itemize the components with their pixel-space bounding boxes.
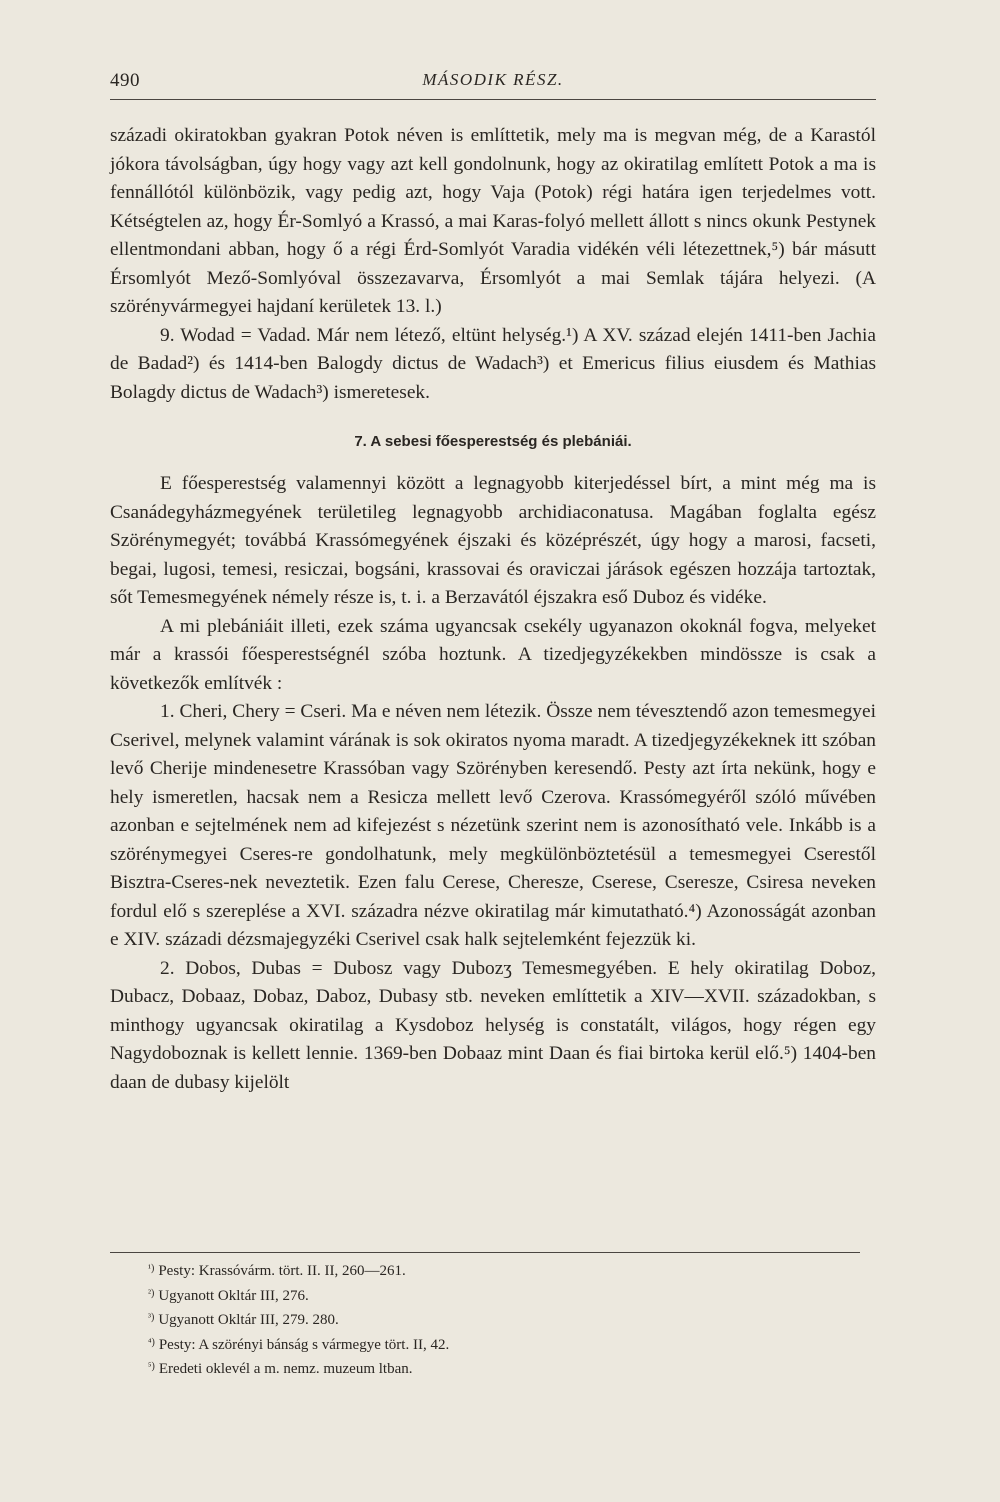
paragraph-intro: E főesperestség valamennyi között a legnagyobb kiterjedéssel bírt, a mint még ma is Csanádegyházmegyének területileg legnagyobb archidiaconatusa. Magában foglalta egész Szörénymegyét; továbbá Krassómegyének éjszaki és középrészét, úgy hogy a marosi, facseti, begai, lugosi, temesi, resiczai, bogsáni, krassovai és oraviczai járások egészen hozzája tartoztak, sőt Temesmegyének némely része is, t. i. a Berzavától éjszakra eső Duboz és vidéke. [110, 473, 876, 608]
header-rule [110, 99, 876, 100]
footnote-3: $^{^3)}$ Ugyanott Okltár III, 279. 280. [148, 1312, 339, 1328]
page-header [110, 70, 876, 96]
body-text [110, 122, 876, 1097]
paragraph-item-9-wodad: 9. Wodad = Vadad. Már nem létező, eltünt helység.¹) A XV. század elején 1411-ben Jachia de Badad²) és 1414-ben Balogdy dictus de Wadach³) et Emericus filius eiusdem és Mathias Bolagdy dictus de Wadach³) ismeretesek. [110, 324, 876, 403]
page-number: 490 [110, 70, 140, 91]
section-heading: 7. A sebesi főesperestség és plebániái. [354, 433, 632, 450]
footnotes [148, 1258, 848, 1381]
paragraph-item-1-cheri: 1. Cheri, Chery = Cseri. Ma e néven nem létezik. Össze nem tévesztendő azon temesmegyei Cserivel, melynek valamint várának is sok okiratos nyoma maradt. A tizedjegyzékeknek itt szóban levő Cherije mindenesetre Krassóban vagy Szörényben keresendő. Pesty azt írta nekünk, hogy e hely ismeretlen, hacsak nem a Resicza mellett levő Czerova. Krassómegyéről szóló művében azonban e sejtelmének nem ad kifejezést s nézetünk szerint nem is azonosítható vele. Inkább is a szörénymegyei Cseres-re gondolhatunk, mely megkülönböztetésül a temesmegyei Cserestől Bisztra-Cseres-nek neveztetik. Ezen falu Cerese, Cheresze, Cserese, Cseresze, Csiresa neveken fordul elő s szereplése a XVI. századra nézve okiratilag már kimutatható.⁴) Azonosságát azonban e XIV. századi dézsmajegyzéki Cserivel csak halk sejtelemként fejezzük ki. [110, 701, 876, 950]
paragraph-continuation: századi okiratokban gyakran Potok néven is említtetik, mely ma is megvan még, de a Karastól jókora távolságban, úgy hogy vagy azt kell gondolnunk, hogy az okiratilag említett Potok a ma is fennállótól különbözik, vagy pedig azt, hogy Vaja (Potok) régi határa igen terjedelmes vott. Kétségtelen az, hogy Ér-Somlyó a Krassó, a mai Karas-folyó mellett állott s nincs okunk Pestynek ellentmondani abban, hogy ő a régi Érd-Somlyót Varadia vidékén véli létezettnek,⁵) bár másutt Érsomlyót Mező-Somlyóval összezavarva, Érsomlyót a mai Semlak tájára helyezi. (A szörényvármegyei hajdaní kerületek 13. l.) [110, 125, 876, 317]
paragraph-plebaniak: A mi plebániáit illeti, ezek száma ugyancsak csekély ugyanazon okoknál fogva, melyeket már a krassói főesperestségnél szóba hoztunk. A tizedjegyzékekben mindössze is csak a következők említvék : [110, 615, 876, 694]
running-head: MÁSODIK RÉSZ. [422, 70, 564, 89]
footnote-4: $^{^4)}$ Pesty: A szörényi bánság s vármegye tört. II, 42. [148, 1336, 450, 1353]
footnote-1: $^{^1)}$ Pesty: Krassóvárm. tört. II. II, 260—261. [148, 1263, 406, 1279]
footnote-2: $^{^2)}$ Ugyanott Okltár III, 276. [148, 1287, 309, 1304]
footnote-rule [110, 1252, 860, 1253]
paragraph-item-2-dobos: 2. Dobos, Dubas = Dubosz vagy Dubozʒ Temesmegyében. E hely okiratilag Doboz, Dubacz, Dobaaz, Dobaz, Daboz, Dubasy stb. neveken említtetik a XIV—XVII. századokban, s minthogy ugyancsak okiratilag a Kysdoboz helység is constatált, világos, hogy régen egy Nagydoboznak is kellett lennie. 1369-ben Dobaaz mint Daan és fiai birtoka kerül elő.⁵) 1404-ben daan de dubasy kijelölt [110, 957, 876, 1093]
footnote-5: $^{^5)}$ Eredeti oklevél a m. nemz. muzeum ltban. [148, 1361, 413, 1377]
